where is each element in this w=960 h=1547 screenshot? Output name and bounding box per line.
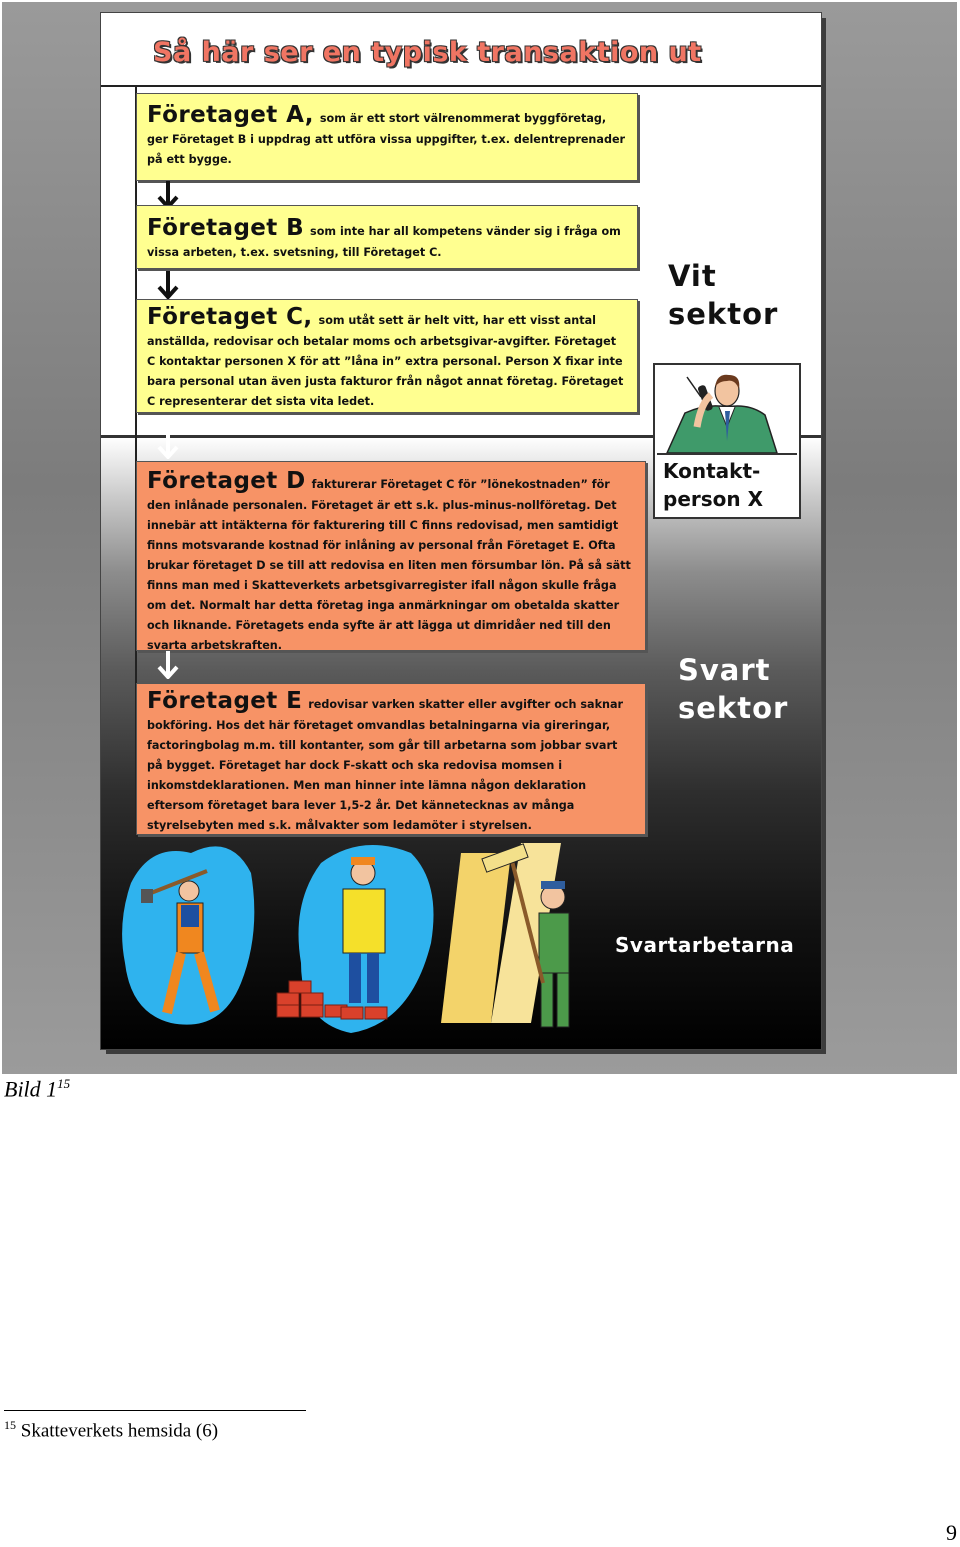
- down-arrow-icon: [157, 651, 179, 679]
- footnote: [4, 1418, 218, 1442]
- page-number: 9: [946, 1520, 957, 1545]
- workers-label: Svartarbetarna: [615, 933, 795, 957]
- company-e-text: redovisar varken skatter eller avgifter och saknar bokföring. Hos det här företaget omvandlas betalningarna via gireringar, factoringbolag m.m. till kontanter, som går till arbetarna som jobbar svart på bygget. Företaget har dock F-skatt och ska redovisa momsen i inkomstdeklarationen. Men man hinner inte lämna någon deklaration eftersom företaget bara lever 1,5-2 år. Det kännetecknas av många styrelsebyten med s.k. målvakter som ledamöter i styrelsen.: [147, 698, 624, 832]
- poster-title-bar: [101, 13, 821, 87]
- company-c-text: som utåt sett är helt vitt, har ett visst antal anställda, redovisar och betalar moms och arbetsgivar-avgifter. Företaget C kontaktar personen X för att ”låna in” extra personal. Person X fixar inte bara personal utan även justa fakturor från något annat företag. Företaget C representerar det sista vita ledet.: [147, 314, 624, 408]
- black-sector-label: Svart sektor: [678, 653, 789, 725]
- company-b-text: som inte har all kompetens vänder sig i fråga om vissa arbeten, t.ex. svetsning, till Företaget C.: [147, 225, 621, 259]
- contact-person-illustration: [657, 367, 797, 455]
- contact-person-card: [653, 363, 801, 519]
- footnote-number: 15: [4, 1418, 16, 1432]
- company-e-box: [136, 683, 646, 835]
- company-b-heading: Företaget B: [147, 215, 305, 241]
- white-sector-label: Vit sektor: [668, 259, 779, 331]
- company-b-box: [136, 205, 638, 269]
- company-a-text: som är ett stort välrenommerat byggföretag, ger Företaget B i uppdrag att utföra vissa uppgifter, t.ex. delentreprenader på ett bygge.: [147, 112, 626, 166]
- company-c-box: [136, 299, 638, 413]
- poster-title: Så här ser en typisk transaktion ut: [153, 37, 702, 68]
- footnote-rule: [4, 1410, 306, 1411]
- company-d-heading: Företaget D: [147, 468, 306, 494]
- company-c-heading: Företaget C,: [147, 304, 313, 330]
- caption-text: Bild 1: [4, 1076, 58, 1102]
- footnote-text: Skatteverkets hemsida (6): [20, 1420, 219, 1442]
- company-a-box: [136, 93, 638, 181]
- contact-person-label: Kontakt- person X: [663, 459, 764, 511]
- down-arrow-icon: [157, 431, 179, 459]
- down-arrow-icon: [157, 271, 179, 299]
- workers-illustration: [111, 823, 631, 1043]
- company-d-text: fakturerar Företaget C för ”lönekostnaden” för den inlånade personalen. Företaget är ett s.k. plus-minus-nollföretag. Det innebär att intäkterna för fakturering till C finns redovisad, men samtidigt finns motsvarande kostnad för inlåning av personal från Företaget E. Ofta brukar företaget D se till att redovisa en liten men försumbar lön. På så sätt finns man med i Skatteverkets arbetsgivarregister ifall någon skulle fråga om det. Normalt har detta företag inga anmärkningar om obetalda skatter och liknande. Företagets enda syfte är att lägga ut dimridåer ned till den svarta arbetskraften.: [147, 478, 631, 652]
- company-e-heading: Företaget E: [147, 688, 303, 714]
- figure-caption: [4, 1076, 70, 1102]
- company-d-box: [136, 461, 646, 651]
- poster: [100, 12, 822, 1050]
- caption-footnote-ref: 15: [57, 1076, 71, 1091]
- company-a-heading: Företaget A,: [147, 102, 314, 128]
